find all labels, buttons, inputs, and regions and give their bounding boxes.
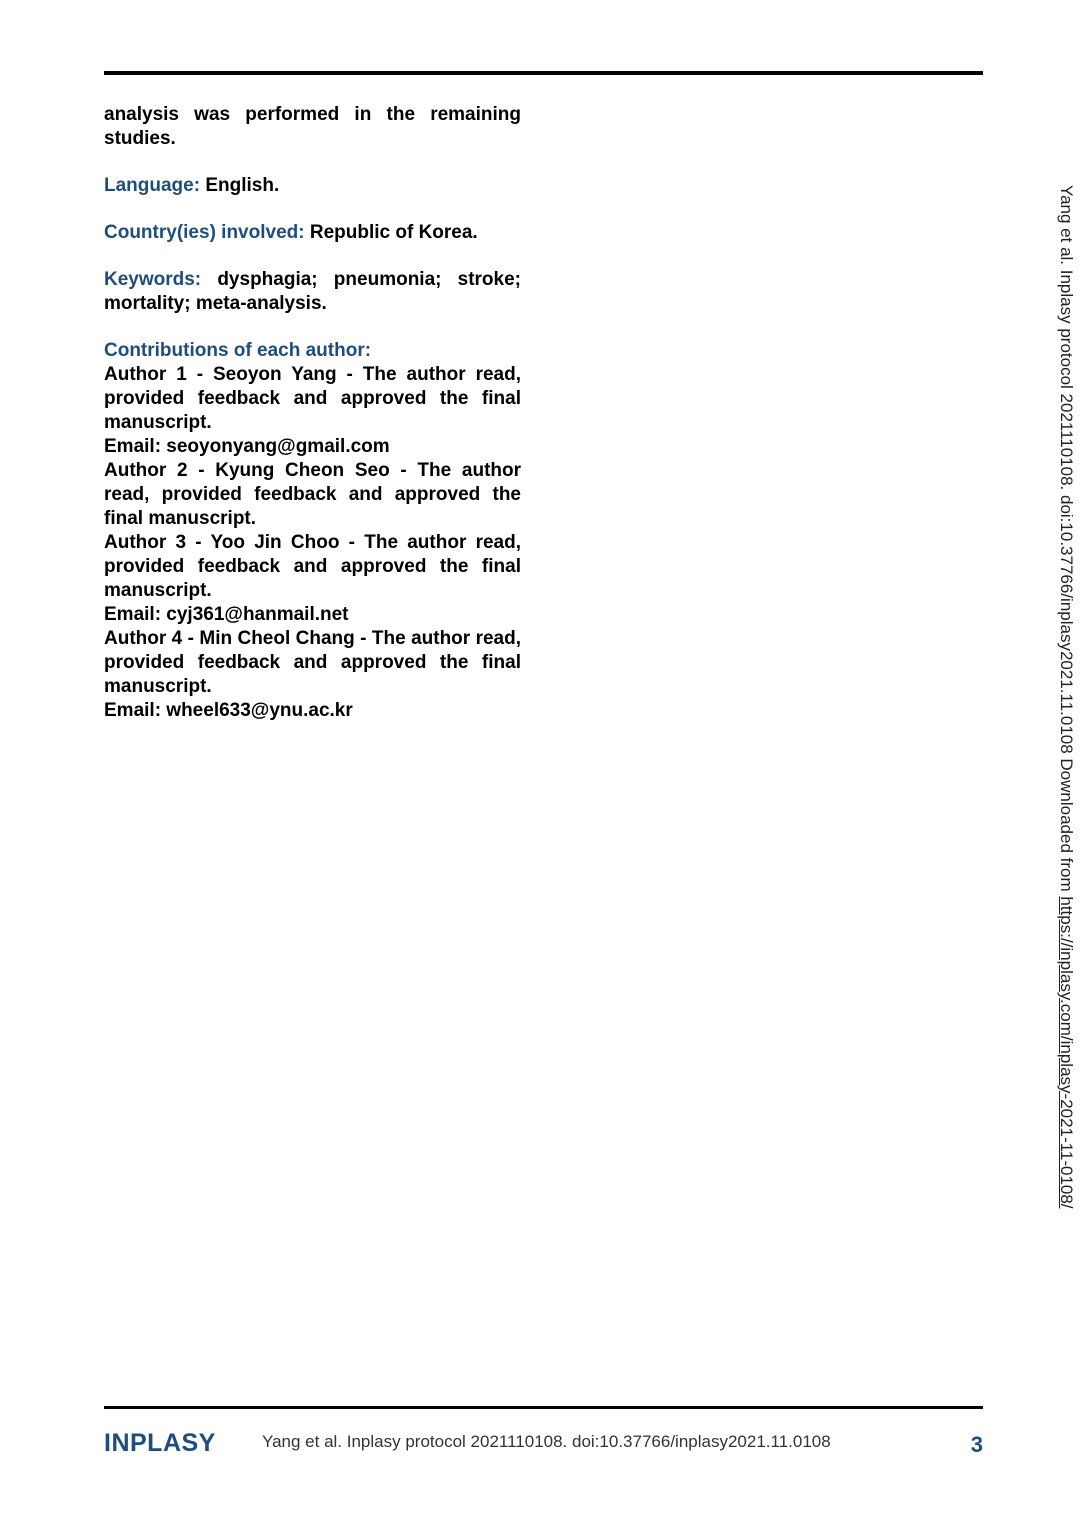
- contributions-section: [104, 339, 521, 723]
- keywords-field: [104, 268, 521, 316]
- countries-label: Country(ies) involved:: [104, 222, 305, 243]
- author-1-email: Email: seoyonyang@gmail.com: [104, 436, 390, 457]
- author-2-contribution: Author 2 - Kyung Cheon Seo - The author read, provided feedback and approved the final manuscript.: [104, 460, 521, 529]
- author-4-contribution: Author 4 - Min Cheol Chang - The author read, provided feedback and approved the final manuscript.: [104, 628, 521, 697]
- continuation-paragraph: [104, 103, 521, 151]
- author-3-contribution: Author 3 - Yoo Jin Choo - The author read, provided feedback and approved the final manuscript.: [104, 532, 521, 601]
- body-column: [104, 103, 521, 723]
- footer-citation: Yang et al. Inplasy protocol 2021110108. doi:10.37766/inplasy2021.11.0108: [262, 1432, 831, 1451]
- side-note-link[interactable]: https://inplasy.com/inplasy-2021-11-0108/: [1057, 896, 1076, 1209]
- language-label: Language:: [104, 175, 201, 196]
- author-1-contribution: Author 1 - Seoyon Yang - The author read, provided feedback and approved the final manuscript.: [104, 364, 521, 433]
- language-value: English.: [205, 175, 280, 196]
- keywords-value: dysphagia; pneumonia; stroke; mortality; meta-analysis.: [104, 269, 522, 314]
- keywords-label: Keywords:: [104, 269, 202, 290]
- author-4-email: Email: wheel633@ynu.ac.kr: [104, 700, 353, 721]
- header-rule: [104, 71, 983, 75]
- side-note-text: Yang et al. Inplasy protocol 2021110108. doi:10.37766/inplasy2021.11.0108 Downloaded from: [1057, 185, 1076, 897]
- continuation-line-2: studies.: [104, 128, 176, 149]
- language-field: [104, 174, 521, 198]
- continuation-line-1: analysis was performed in the remaining: [104, 104, 521, 125]
- footer-rule: [104, 1406, 983, 1409]
- side-download-note: [1052, 185, 1080, 1305]
- footer-brand-logo: INPLASY: [104, 1429, 216, 1457]
- countries-value: Republic of Korea.: [309, 222, 478, 243]
- countries-field: [104, 221, 521, 245]
- contributions-heading: Contributions of each author:: [104, 340, 372, 361]
- page-number: 3: [970, 1432, 983, 1457]
- author-3-email: Email: cyj361@hanmail.net: [104, 604, 349, 625]
